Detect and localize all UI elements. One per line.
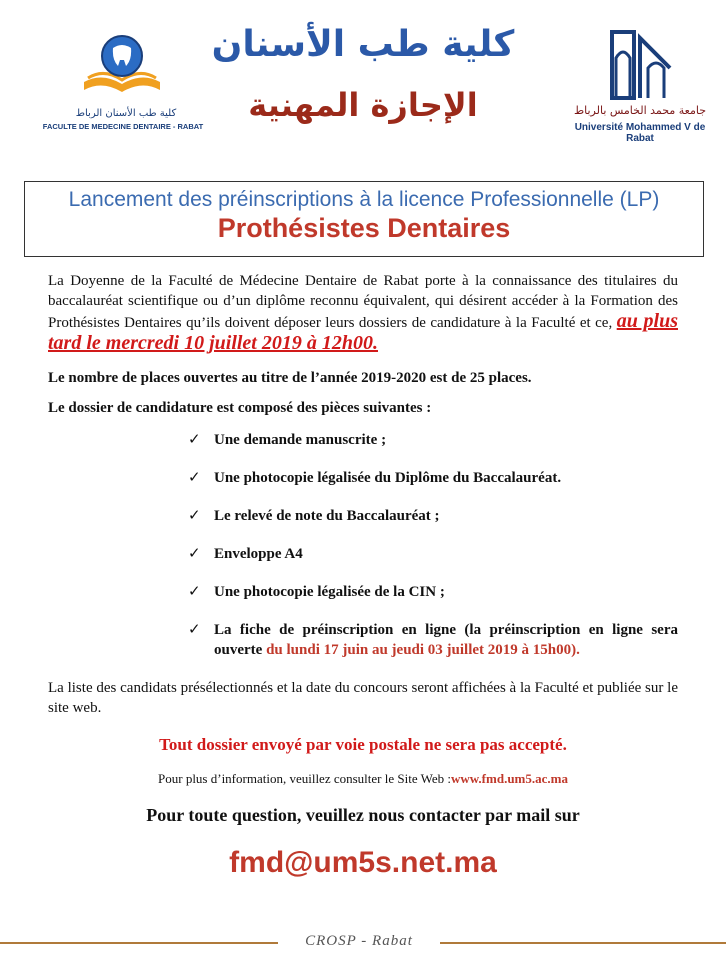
university-logo bbox=[560, 28, 720, 144]
faculty-title-ar: كلية طب الأسنان bbox=[211, 24, 515, 65]
footer-signature: CROSP - Rabat bbox=[305, 933, 413, 949]
faculty-logo bbox=[38, 32, 208, 132]
list-item-text: La fiche de préinscription en ligne (la préinscription en ligne sera ouverte bbox=[214, 622, 678, 658]
check-icon: ✓ bbox=[188, 508, 201, 524]
list-item bbox=[188, 620, 678, 660]
required-documents-list bbox=[48, 430, 678, 660]
check-icon: ✓ bbox=[188, 584, 201, 600]
university-logo-name-fr: Université Mohammed V de Rabat bbox=[574, 122, 706, 144]
postal-warning: Tout dossier envoyé par voie postale ne sera pas accepté. bbox=[159, 735, 567, 754]
list-item bbox=[188, 430, 678, 450]
list-item bbox=[188, 506, 678, 526]
announcement-body bbox=[48, 271, 678, 718]
intro-text: La Doyenne de la Faculté de Médecine Dentaire de Rabat porte à la connaissance des titulaires du baccalauréat scientifique ou d’un diplôme reconnu équivalent, qui désirent accéder à la Formation des Prothésistes Dentaires qu’ils doivent déposer leurs dossiers de candidature à la Faculté et ce, bbox=[48, 273, 678, 331]
deadline-text: au plus tard le mercredi 10 juillet 2019 à 12h00. bbox=[48, 310, 678, 354]
contact-email-link[interactable]: fmd@um5s.net.ma bbox=[229, 846, 497, 879]
check-icon: ✓ bbox=[188, 622, 201, 638]
footer-divider-left bbox=[0, 942, 278, 944]
preinscription-dates: du lundi 17 juin au jeudi 03 juillet 2019 à 15h00). bbox=[266, 642, 580, 658]
announcement-subtitle: Lancement des préinscriptions à la licence Professionnelle (LP) bbox=[68, 188, 660, 211]
list-item bbox=[188, 544, 678, 564]
more-info-line bbox=[0, 771, 726, 787]
faculty-logo-name-fr: FACULTE DE MEDECINE DENTAIRE - RABAT bbox=[42, 122, 204, 131]
list-item bbox=[188, 468, 678, 488]
faculty-logo-name-ar: كلية طب الأسنان الرباط bbox=[75, 108, 177, 119]
list-item-text: Enveloppe A4 bbox=[214, 546, 303, 562]
contact-question: Pour toute question, veuillez nous contacter par mail sur bbox=[146, 805, 580, 825]
list-item-text: Une photocopie légalisée du Diplôme du Baccalauréat. bbox=[214, 470, 562, 486]
check-icon: ✓ bbox=[188, 432, 201, 448]
list-item-text: Une photocopie légalisée de la CIN ; bbox=[214, 584, 445, 600]
degree-title-ar: الإجازة المهنية bbox=[248, 86, 478, 124]
list-item-text: Une demande manuscrite ; bbox=[214, 432, 387, 448]
check-icon: ✓ bbox=[188, 546, 201, 562]
website-link[interactable]: www.fmd.um5.ac.ma bbox=[450, 771, 568, 786]
footer-divider-right bbox=[440, 942, 726, 944]
intro-paragraph bbox=[48, 271, 678, 355]
candidates-list-paragraph: La liste des candidats présélectionnés et la date du concours seront affichées à la Faculté et publiée sur le site web. bbox=[48, 680, 678, 716]
list-item bbox=[188, 582, 678, 602]
places-paragraph: Le nombre de places ouvertes au titre de l’année 2019-2020 est de 25 places. bbox=[48, 370, 532, 386]
more-info-text: Pour plus d’information, veuillez consulter le Site Web : bbox=[158, 771, 451, 786]
faculty-logo-icon bbox=[80, 32, 164, 104]
university-logo-icon bbox=[608, 28, 674, 102]
announcement-title-box bbox=[24, 181, 704, 257]
university-logo-name-ar: جامعة محمد الخامس بالرباط bbox=[573, 104, 707, 117]
page-header bbox=[0, 0, 726, 150]
list-item-text: Le relevé de note du Baccalauréat ; bbox=[214, 508, 440, 524]
dossier-intro: Le dossier de candidature est composé des pièces suivantes : bbox=[48, 400, 432, 416]
announcement-title: Prothésistes Dentaires bbox=[217, 213, 511, 243]
check-icon: ✓ bbox=[188, 470, 201, 486]
